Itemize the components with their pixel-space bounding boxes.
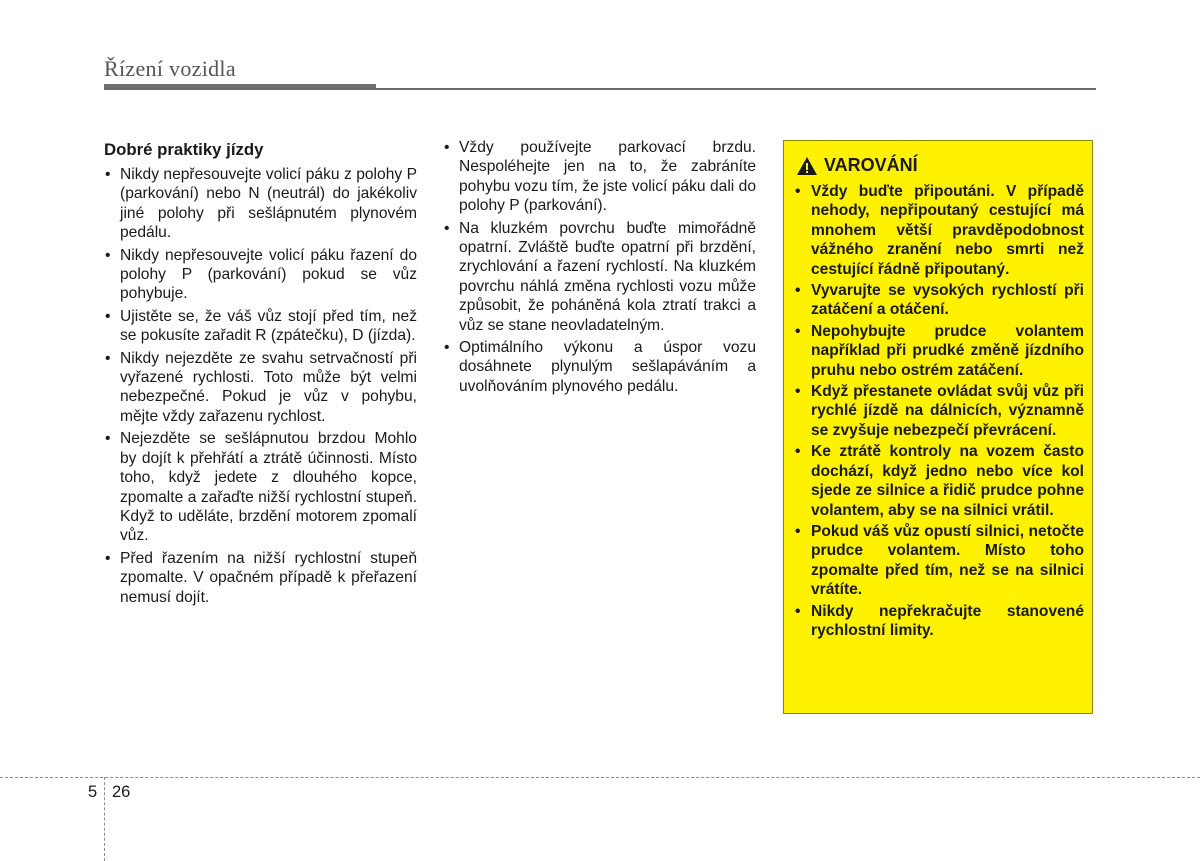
list-item: • Nikdy nepřesouvejte volicí páku řazení do polohy P (parkování) pokud se vůz pohybuje. <box>104 246 417 304</box>
list-item: • Optimálního výkonu a úspor vozu dosáhnete plynulým sešlapáváním a uvolňováním plynového pedálu. <box>443 338 756 396</box>
warning-item: • Když přestanete ovládat svůj vůz při rychlé jízdě na dálnicích, významně se zvyšuje nebezpečí převrácení. <box>793 382 1084 440</box>
list-item: • Nikdy nejezděte ze svahu setrvačností při vyřazené rychlosti. Toto může být velmi nebezpečné. Pokud je vůz v pohybu, mějte vždy zařazenu rychlost. <box>104 349 417 427</box>
warning-item: • Nepohybujte prudce volantem například při prudké změně jízdního pruhu nebo ostrém zatáčení. <box>793 322 1084 380</box>
page-title: Řízení vozidla <box>104 56 236 81</box>
list-item: • Vždy používejte parkovací brzdu. Nespoléhejte jen na to, že zabráníte pohybu vozu tím, že jste volicí páku dali do polohy P (parkování). <box>443 138 756 216</box>
page-number: 26 <box>112 783 131 801</box>
warning-box <box>783 140 1093 714</box>
bullet-list <box>443 138 756 396</box>
list-item: • Na kluzkém povrchu buďte mimořádně opatrní. Zvláště buďte opatrní při brzdění, zrychlování a řazení rychlostí. Na kluzkém povrchu náhlá změna rychlosti vozu může způsobit, že poháněná kola ztratí trakci a vůz se stane neovladatelným. <box>443 219 756 335</box>
warning-item: • Vždy buďte připoutáni. V případě nehody, nepřipoutaný cestující má mnohem větší pravděpodobnost vážného zranění nebo smrti než cestující řádně připoutaný. <box>793 182 1084 279</box>
list-item: • Ujistěte se, že váš vůz stojí před tím, než se pokusíte zařadit R (zpátečku), D (jízda). <box>104 307 417 346</box>
warning-item: • Nikdy nepřekračujte stanovené rychlostní limity. <box>793 602 1084 641</box>
warning-item: • Vyvarujte se vysokých rychlostí při zatáčení a otáčení. <box>793 281 1084 320</box>
warning-item: • Pokud váš vůz opustí silnici, netočte prudce volantem. Místo toho zpomalte před tím, než se na silnici vrátíte. <box>793 522 1084 600</box>
footer-vertical-divider <box>104 777 105 861</box>
header-rule-thin <box>376 88 1096 90</box>
warning-triangle-icon <box>796 156 818 176</box>
list-item: • Nikdy nepřesouvejte volicí páku z polohy P (parkování) nebo N (neutrál) do jakékoliv jiné polohy při sešlápnutém plynovém pedálu. <box>104 165 417 243</box>
warning-title: VAROVÁNÍ <box>824 155 918 175</box>
list-item: • Před řazením na nižší rychlostní stupeň zpomalte. V opačném případě k přeřazení nemusí dojít. <box>104 549 417 607</box>
section-heading: Dobré praktiky jízdy <box>104 140 264 159</box>
bullet-list <box>104 165 417 607</box>
list-item: • Nejezděte se sešlápnutou brzdou Mohlo by dojít k přehřátí a ztrátě účinnosti. Místo toho, když jedete z dlouhého kopce, zpomalte a zařaďte nižší rychlostní stupeň. Když to uděláte, brzdění motorem zpomalí vůz. <box>104 429 417 545</box>
chapter-number: 5 <box>88 783 98 801</box>
warning-list <box>793 182 1084 640</box>
middle-column <box>443 138 756 399</box>
warning-header <box>796 155 1084 176</box>
footer-divider <box>0 777 1200 778</box>
warning-item: • Ke ztrátě kontroly na vozem často dochází, když jedno nebo více kol sjede ze silnice a řidič prudce pohne volantem, aby se na silnici vrátil. <box>793 442 1084 520</box>
left-column <box>104 140 417 610</box>
header-rule-thick <box>104 84 376 90</box>
